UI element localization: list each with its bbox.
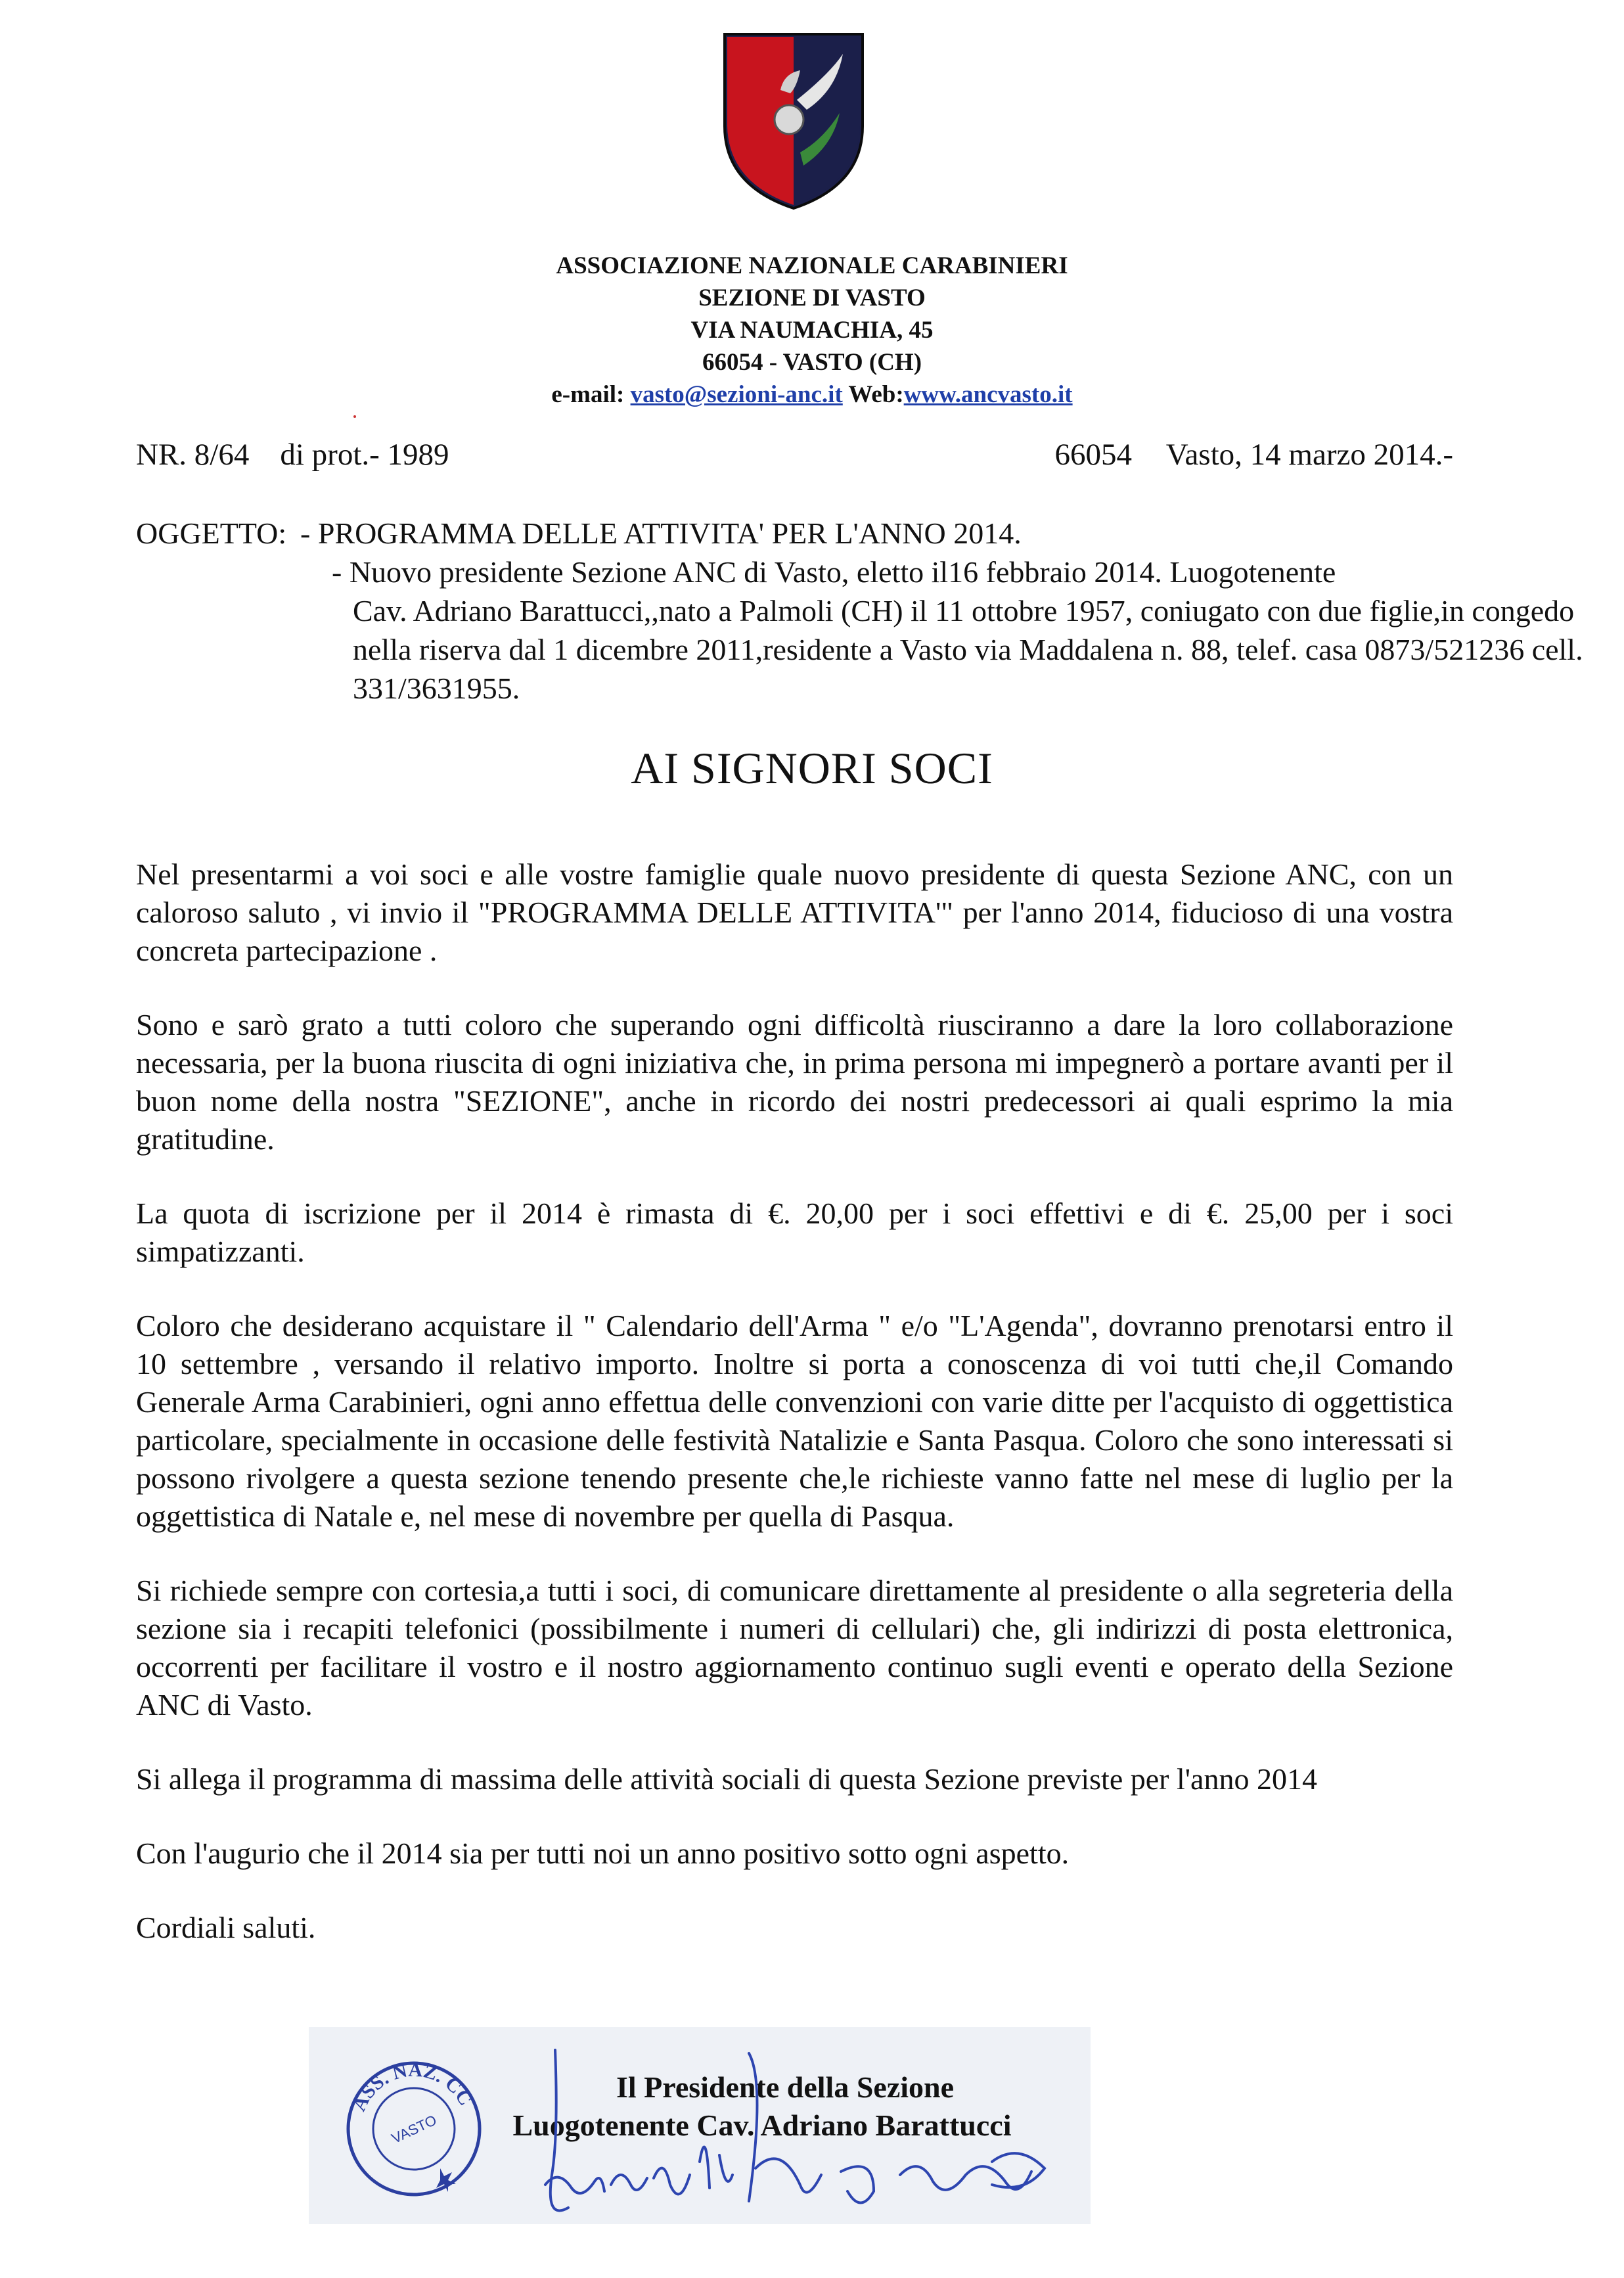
postcode: 66054 [1054, 438, 1132, 472]
place-date [1054, 437, 1453, 472]
city-address: 66054 - VASTO (CH) [702, 349, 922, 376]
org-name: ASSOCIAZIONE NAZIONALE CARABINIERI [556, 252, 1068, 279]
reference-row [136, 437, 1453, 472]
protocol-year: di prot.- 1989 [280, 438, 449, 472]
subject-block [136, 514, 1603, 708]
letter-body [136, 855, 1453, 1983]
subject-line-2-continued: Cav. Adriano Barattucci,,nato a Palmoli (CH) il 11 ottobre 1957, coniugato con due figlie,in congedo nella riserva dal 1 dicembre 2011,residente a Vasto via Maddalena n. 88, telef. casa 0873/521236 cell. 331/3631955. [353, 594, 1583, 705]
paragraph-membership-fee: La quota di iscrizione per il 2014 è rimasta di €. 20,00 per i soci effettivi e di €. 25,00 per i soci simpatizzanti. [136, 1196, 1453, 1268]
paragraph-attachment: Si allega il programma di massima delle attività sociali di questa Sezione previste per l'anno 2014 [136, 1762, 1317, 1796]
paragraph-contacts: Si richiede sempre con cortesia,a tutti i soci, di comunicare direttamente al presidente o alla segreteria della sezione sia i recapiti telefonici (possibilmente i numeri di cellulari) che, gli indirizzi di posta elettronica, occorrenti per facilitare il vostro e il nostro aggiornamento continuo sugli eventi e operato della Sezione ANC di Vasto. [136, 1574, 1453, 1721]
street-address: VIA NAUMACHIA, 45 [690, 317, 934, 344]
paragraph-greeting: Nel presentarmi a voi soci e alle vostre famiglie quale nuovo presidente di questa Sezione ANC, con un caloroso saluto , vi invio il "PROGRAMMA DELLE ATTIVITA'" per l'anno 2014, fiducioso di una vostra concreta partecipazione . [136, 857, 1453, 967]
subject-label: OGGETTO: [136, 516, 287, 550]
signature-role: Il Presidente della Sezione [616, 2070, 955, 2104]
subject-line-2 [136, 553, 1603, 708]
web-link[interactable]: www.ancvasto.it [903, 381, 1073, 408]
ink-mark [353, 415, 356, 418]
protocol-number: NR. 8/64 [136, 438, 250, 472]
subject-line-2-first: - Nuovo presidente Sezione ANC di Vasto, eletto il16 febbraio 2014. Luogotenente [332, 555, 1336, 589]
web-label: Web: [848, 381, 904, 408]
letterhead [0, 250, 1624, 411]
section-name: SEZIONE DI VASTO [698, 285, 926, 311]
paragraph-closing: Cordiali saluti. [136, 1911, 316, 1944]
paragraph-wishes: Con l'augurio che il 2014 sia per tutti noi un anno positivo sotto ogni aspetto. [136, 1836, 1070, 1870]
association-stamp [342, 2057, 486, 2201]
email-label: e-mail: [551, 381, 625, 408]
svg-text:VASTO: VASTO [389, 2111, 440, 2147]
contact-line [0, 378, 1624, 411]
protocol-ref [136, 437, 449, 472]
letter-title: AI SIGNORI SOCI [631, 743, 993, 793]
svg-text:ASS. NAZ. CC: ASS. NAZ. CC [348, 2059, 477, 2115]
paragraph-gratitude: Sono e sarò grato a tutti coloro che superando ogni difficoltà riusciranno a dare la loro collaborazione necessaria, per la buona riuscita di ogni iniziativa che, in prima persona mi impegnerò a portare avanti per il buon nome della nostra "SEZIONE", anche in ricordo dei nostri predecessori ai quali esprimo la mia gratitudine. [136, 1008, 1453, 1156]
carabinieri-shield-logo [718, 28, 869, 212]
handwritten-signature [532, 2043, 1058, 2234]
signature-name: Luogotenente Cav. Adriano Barattucci [512, 2108, 1012, 2142]
subject-line-1: - PROGRAMMA DELLE ATTIVITA' PER L'ANNO 2014. [300, 516, 1022, 550]
paragraph-calendar: Coloro che desiderano acquistare il " Calendario dell'Arma " e/o "L'Agenda", dovranno prenotarsi entro il 10 settembre , versando il relativo importo. Inoltre si porta a conoscenza di voi tutti che,il Comando Generale Arma Carabinieri, ogni anno effettua delle convenzioni con varie ditte per l'acquisto di oggettistica particolare, specialmente in occasione delle festività Natalizie e Santa Pasqua. Coloro che sono interessati si possono rivolgere a questa sezione tenendo presente che,le richieste vanno fatte nel mese di luglio per la oggettistica di Natale e, nel mese di novembre per quella di Pasqua. [136, 1309, 1453, 1533]
date-line: Vasto, 14 marzo 2014.- [1165, 438, 1453, 472]
email-link[interactable]: vasto@sezioni-anc.it [630, 381, 843, 408]
